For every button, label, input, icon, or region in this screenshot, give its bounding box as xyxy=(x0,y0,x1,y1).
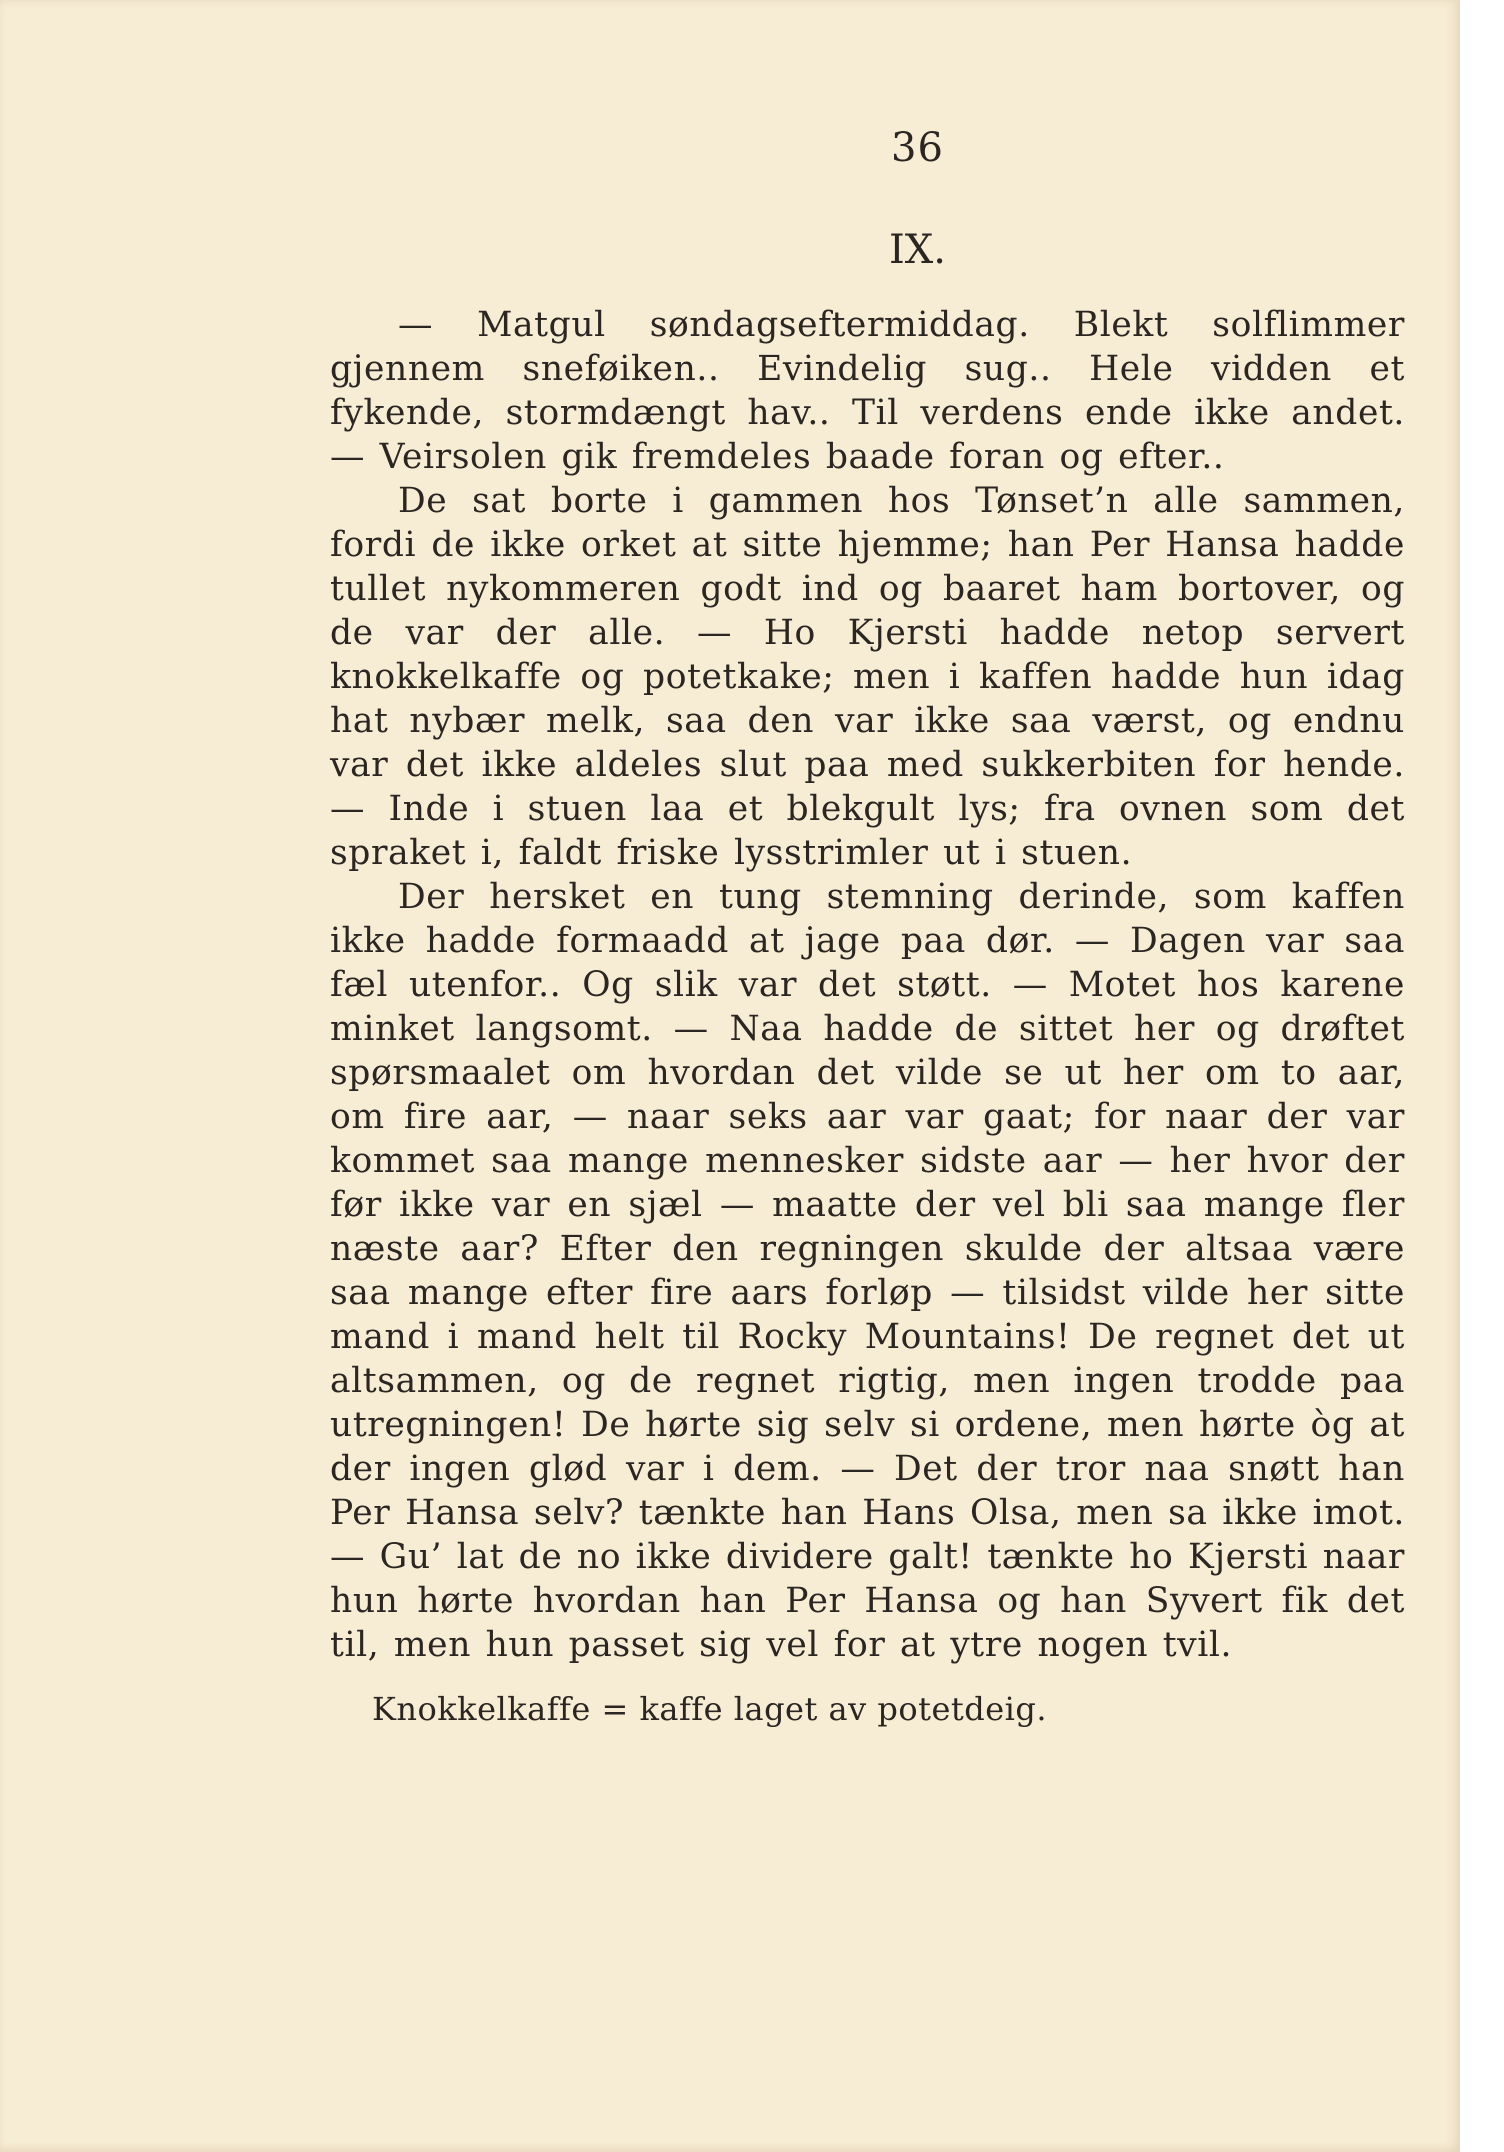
chapter-heading: IX. xyxy=(889,227,946,273)
page-content xyxy=(330,110,1405,1731)
body-text xyxy=(330,303,1405,1667)
page-number: 36 xyxy=(891,125,944,171)
paragraph: De sat borte i gammen hos Tønset’n alle sammen, fordi de ikke orket at sitte hjemme; han Per Hansa hadde tullet nykommeren godt ind og baaret ham bortover, og de var der alle. — Ho Kjersti hadde netop servert knokkelkaffe og potetkake; men i kaffen hadde hun idag hat nybær melk, saa den var ikke saa værst, og endnu var det ikke aldeles slut paa med sukkerbiten for hende. — Inde i stuen laa et blekgult lys; fra ovnen som det spraket i, faldt friske lysstrimler ut i stuen. xyxy=(330,481,1405,873)
footnote: Knokkelkaffe = kaffe laget av potetdeig. xyxy=(372,1690,1048,1728)
paragraph: Der hersket en tung stemning derinde, som kaffen ikke hadde formaadd at jage paa dør. — Dagen var saa fæl utenfor.. Og slik var det støtt. — Motet hos karene minket langsomt. — Naa hadde de sittet her og drøftet spørsmaalet om hvordan det vilde se ut her om to aar, om fire aar, — naar seks aar var gaat; for naar der var kommet saa mange mennesker sidste aar — her hvor der før ikke var en sjæl — maatte der vel bli saa mange fler næste aar? Efter den regningen skulde der altsaa være saa mange efter fire aars forløp — tilsidst vilde her sitte mand i mand helt til Rocky Mountains! De regnet det ut altsammen, og de regnet rigtig, men ingen trodde paa utregningen! De hørte sig selv si ordene, men hørte òg at der ingen glød var i dem. — Det der tror naa snøtt han Per Hansa selv? tænkte han Hans Olsa, men sa ikke imot. — Gu’ lat de no ikke dividere galt! tænkte ho Kjersti naar hun hørte hvordan han Per Hansa og han Syvert fik det til, men hun passet sig vel for at ytre nogen tvil. xyxy=(330,877,1405,1665)
scan-margin xyxy=(1460,0,1504,2152)
paragraph: — Matgul søndagseftermiddag. Blekt solflimmer gjennem sneføiken.. Evindelig sug.. Hele vidden et fykende, stormdængt hav.. Til verdens ende ikke andet. — Veirsolen gik fremdeles baade foran og efter.. xyxy=(330,305,1405,477)
